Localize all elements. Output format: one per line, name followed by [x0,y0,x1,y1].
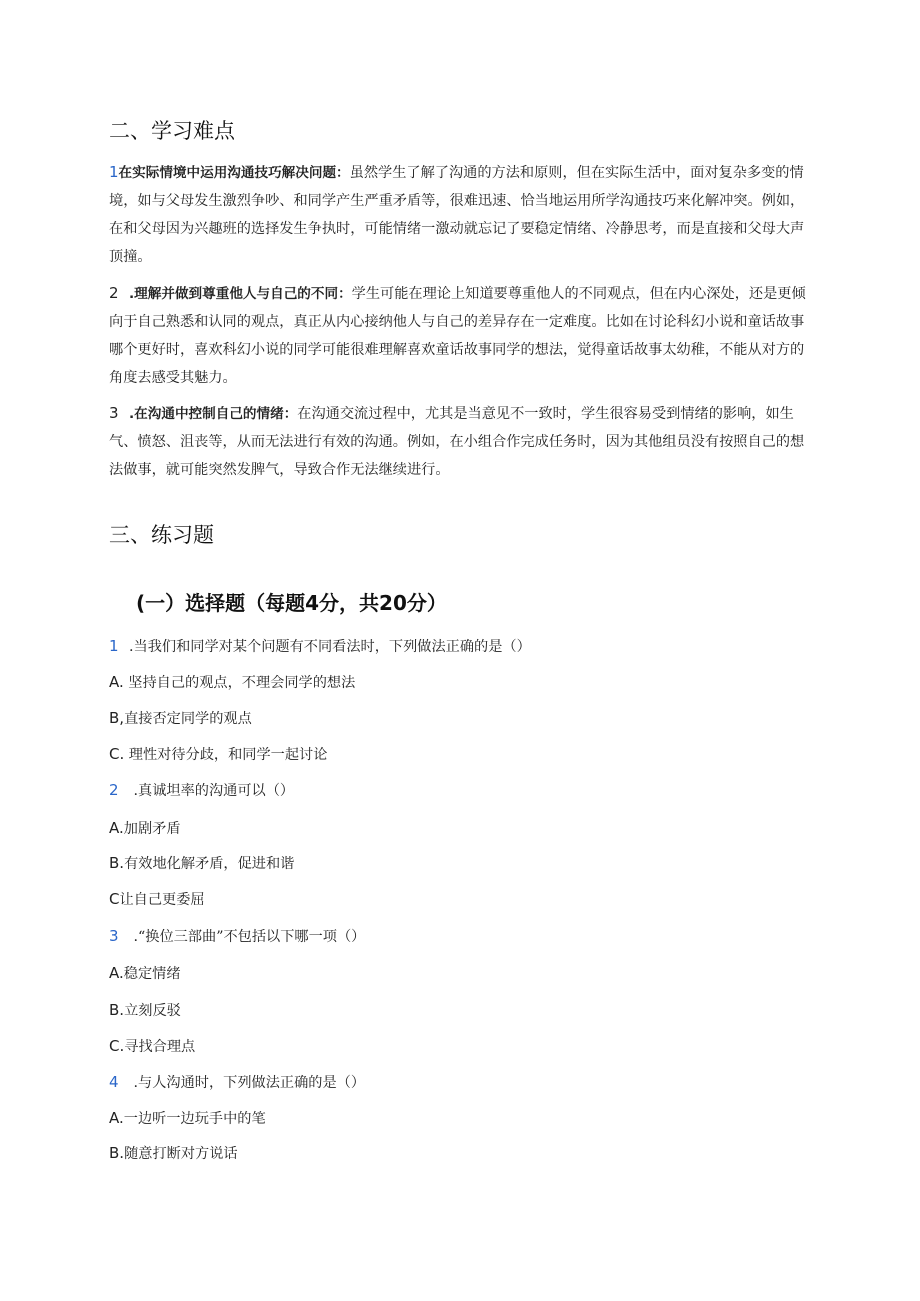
question-number: 4 [109,1073,119,1091]
option-label: B. [109,854,125,872]
question-number: 2 [109,781,119,799]
question-1-option-c [109,743,327,766]
question-3-option-b [109,999,181,1022]
question-4-option-b [109,1142,238,1165]
option-label: C [109,890,120,908]
option-text: 随意打断对方说话 [124,1146,238,1162]
option-label: C. [109,1037,125,1055]
question-text: .与人沟通时，下列做法正确的是（） [129,1075,366,1091]
question-3-option-a [109,962,181,985]
option-label: B. [109,1144,125,1162]
section-heading-exercises: 三、练习题 [109,523,214,547]
question-number: 3 [109,927,119,945]
option-label: B, [109,709,125,727]
question-1 [109,635,531,658]
question-3 [109,925,365,948]
question-4 [109,1071,365,1094]
question-text: .真诚坦率的沟通可以（） [129,783,295,799]
question-4-option-a [109,1107,266,1130]
item-number: 3 [109,404,119,422]
item-lead: .在沟通中控制自己的情绪： [129,406,298,422]
question-2-option-a [109,817,181,840]
question-text: .“换位三部曲”不包括以下哪一项（） [129,929,366,945]
question-2 [109,779,294,802]
option-label: A. [109,964,124,982]
question-1-option-b [109,707,252,730]
difficulty-item-1 [109,158,814,271]
subsection-heading-choice: (一）选择题（每题4分，共20分） [136,591,447,615]
question-2-option-b [109,852,294,875]
section-heading-difficulties: 二、学习难点 [109,119,235,143]
option-text: 立刻反驳 [124,1003,181,1019]
option-text: 一边听一边玩手中的笔 [123,1111,266,1127]
item-lead: 在实际情境中运用沟通技巧解决问题： [118,165,350,181]
item-number: 2 [109,284,119,302]
option-label: A. [109,673,124,691]
option-text: 有效地化解矛盾，促进和谐 [124,856,295,872]
item-number: 1 [109,163,119,181]
question-1-option-a [109,671,355,694]
option-text: 坚持自己的观点，不理会同学的想法 [123,675,356,691]
item-body: 学生可能在理论上知道要尊重他人的不同观点，但在内心深处，还是更倾向于自己熟悉和认同的观点，真正从内心接纳他人与自己的差异存在一定难度。比如在讨论科幻小说和童话故事哪个更好时，喜欢科幻小说的同学可能很难理解喜欢童话故事同学的想法，觉得童话故事太幼稚，不能从对方的角度去感受其魅力。 [109,286,806,386]
option-label: A. [109,1109,124,1127]
option-text: 稳定情绪 [123,966,181,982]
question-2-option-c [109,888,205,911]
option-text: 加剧矛盾 [123,821,181,837]
option-text: 寻找合理点 [124,1039,196,1055]
option-label: C. [109,745,125,763]
option-text: 理性对待分歧，和同学一起讨论 [124,747,328,763]
option-label: B. [109,1001,125,1019]
item-body: 在沟通交流过程中，尤其是当意见不一致时，学生很容易受到情绪的影响，如生气、愤怒、沮丧等，从而无法进行有效的沟通。例如，在小组合作完成任务时，因为其他组员没有按照自己的想法做事，就可能突然发脾气，导致合作无法继续进行。 [109,406,805,478]
option-label: A. [109,819,124,837]
difficulty-item-2 [109,279,814,392]
item-body: 虽然学生了解了沟通的方法和原则，但在实际生活中，面对复杂多变的情境，如与父母发生激烈争吵、和同学产生严重矛盾等，很难迅速、恰当地运用所学沟通技巧来化解冲突。例如，在和父母因为兴趣班的选择发生争执时，可能情绪一激动就忘记了要稳定情绪、冷静思考，而是直接和父母大声顶撞。 [109,165,805,265]
option-text: 让自己更委屈 [119,892,205,908]
item-lead: .理解并做到尊重他人与自己的不同： [129,286,352,302]
option-text: 直接否定同学的观点 [124,711,252,727]
difficulty-item-3 [109,399,814,484]
question-3-option-c [109,1035,195,1058]
question-number: 1 [109,637,119,655]
question-text: .当我们和同学对某个问题有不同看法时，下列做法正确的是（） [129,639,531,655]
